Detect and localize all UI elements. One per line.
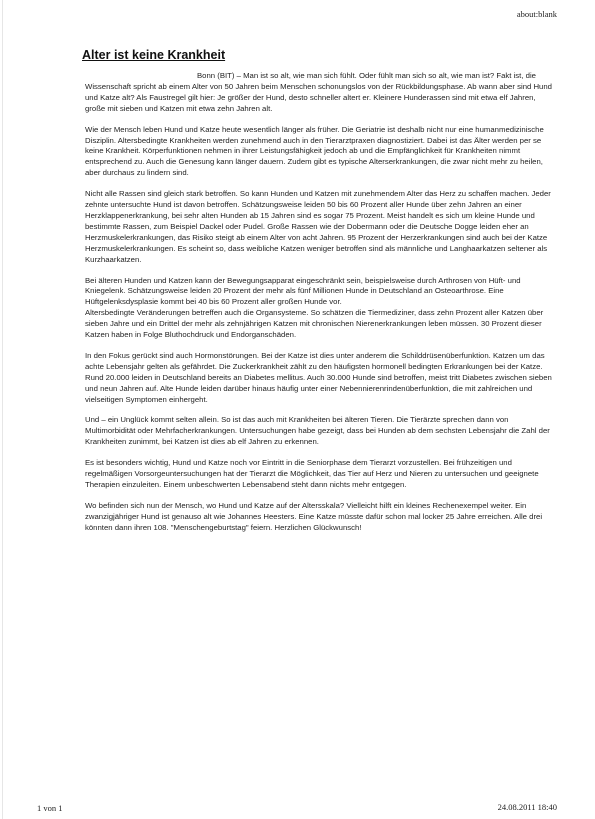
- scan-edge: [2, 0, 3, 819]
- article-body: [85, 71, 553, 544]
- print-timestamp: 24.08.2011 18:40: [497, 802, 557, 812]
- paragraph-heart: Nicht alle Rassen sind gleich stark betroffen. So kann Hunden und Katzen mit zunehmendem Alter das Herz zu schaffen machen. Jeder zehnte untersuchte Hund ist davon betroffen. Schätzungsweise leiden 50 bis 60 Prozent aller Hunde über zehn Jahren an einer Herzklappenerkrankung, bei sehr alten Hunden ab 15 Jahren sind es sogar 75 Prozent. Meist handelt es sich um kleine Hunde und bestimmte Rassen, zum Beispiel Dackel oder Pudel. Große Rassen wie der Dobermann oder die Deutsche Dogge leiden eher an Herzmuskelerkrankungen, das Risiko steigt ab einem Alter von acht Jahren. 95 Prozent der Herzerkrankungen sind auch bei der Katze Herzmuskelerkrankungen. Es scheint so, dass weibliche Katzen weniger betroffen sind als männliche und Langhaarkatzen seltener als Kurzhaarkatzen.: [85, 189, 551, 264]
- page-indicator: 1 von 1: [37, 803, 63, 813]
- paragraph-intro: Bonn (BIT) – Man ist so alt, wie man sich fühlt. Oder fühlt man sich so alt, wie man ist? Fakt ist, die Wissenschaft spricht ab einem Alter von 50 Jahren beim Menschen schonungslos von der Rückbildungsphase. Ab wann aber sind Hund und Katze alt? Als Faustregel gilt hier: Je größer der Hund, desto schneller altert er. Kleinere Hunderassen sind mit etwa elf Jahren, große mit sieben und Katzen mit etwa zehn Jahren alt.: [85, 71, 552, 113]
- article-title: Alter ist keine Krankheit: [82, 48, 226, 62]
- paragraph-checkups: Es ist besonders wichtig, Hund und Katze noch vor Eintritt in die Seniorphase dem Tierarzt vorzustellen. Bei frühzeitigen und regelmäßigen Vorsorgeuntersuchungen hat der Tierarzt die Möglichkeit, das Tier auf Herz und Nieren zu untersuchen und geeignete Therapien einzuleiten. Einem unbeschwerten Lebensabend steht dann nichts mehr entgegen.: [85, 458, 539, 489]
- paragraph-age-scale: Wo befinden sich nun der Mensch, wo Hund und Katze auf der Altersskala? Vielleicht hilft ein kleines Rechenexempel weiter. Ein zwanzigjähriger Hund ist genauso alt wie Johannes Heesters. Eine Katze müsste dafür schon mal locker 25 Jahre erreichen. Alle drei könnten dann ihren 108. "Menschengeburtstag" feiern. Herzlichen Glückwunsch!: [85, 500, 543, 532]
- paragraph-multimorbidity: Und – ein Unglück kommt selten allein. So ist das auch mit Krankheiten bei älteren Tieren. Die Tierärzte sprechen dann von Multimorbidität oder Mehrfacherkrankungen. Untersuchungen habe gezeigt, dass bei Hunden ab dem sechsten Lebensjahr die Zahl der Krankheiten zunimmt, bei Katzen ist dies ab elf Jahren zu erkennen.: [85, 415, 550, 447]
- paragraph-hormones: In den Fokus gerückt sind auch Hormonstörungen. Bei der Katze ist dies unter anderem die Schilddrüsenüberfunktion. Katzen um das achte Lebensjahr gelten als gefährdet. Die Zuckerkrankheit zählt zu den häufigsten hormonell bedingten Erkrankungen bei der Katze. Rund 20.000 leiden in Deutschland bereits an Diabetes mellitus. Auch 30.000 Hunde sind betroffen, meist tritt Diabetes zwischen sieben und neun Jahren auf. Alte Hunde leiden darüber hinaus häufig unter einer Nebennierenrindenüberfunktion, die mit zahlreichen und vielseitigen Symptomen einhergeht.: [85, 350, 552, 404]
- paragraph-joints: Bei älteren Hunden und Katzen kann der Bewegungsapparat eingeschränkt sein, beispielsweise durch Arthrosen von Hüft- und Kniegelenk. Schätzungsweise leiden 20 Prozent der mehr als fünf Millionen Hunde in Deutschland an Osteoarthrose. Eine Hüftgelenksdysplasie kommt bei 40 bis 60 Prozent aller großen Hunde vor.: [85, 275, 521, 307]
- page-url: about:blank: [516, 9, 557, 19]
- paragraph-geriatrics: Wie der Mensch leben Hund und Katze heute wesentlich länger als früher. Die Geriatrie ist deshalb nicht nur eine humanmedizinische Disziplin. Altersbedingte Krankheiten werden zunehmend auch in den Tierarztpraxen diagnostiziert. Dabei ist das Älter werden per se keine Krankheit. Körperfunktionen nehmen in ihrer Leistungsfähigkeit jedoch ab und die Empfänglichkeit für Krankheiten nimmt entsprechend zu. Auch die Genesung kann länger dauern. Zudem gibt es typische Alterserkrankungen, die zwar nicht mehr zu heilen, aber durchaus zu lindern sind.: [85, 124, 544, 178]
- paragraph-organs: Altersbedingte Veränderungen betreffen auch die Organsysteme. So schätzen die Tiermediziner, dass zehn Prozent aller Katzen über sieben Jahre und ein Drittel der mehr als zehnjährigen Katzen mit chronischen Nierenerkrankungen leben müssen. 30 Prozent dieser Katzen haben in Folge Bluthochdruck und Endorganschäden.: [85, 308, 544, 340]
